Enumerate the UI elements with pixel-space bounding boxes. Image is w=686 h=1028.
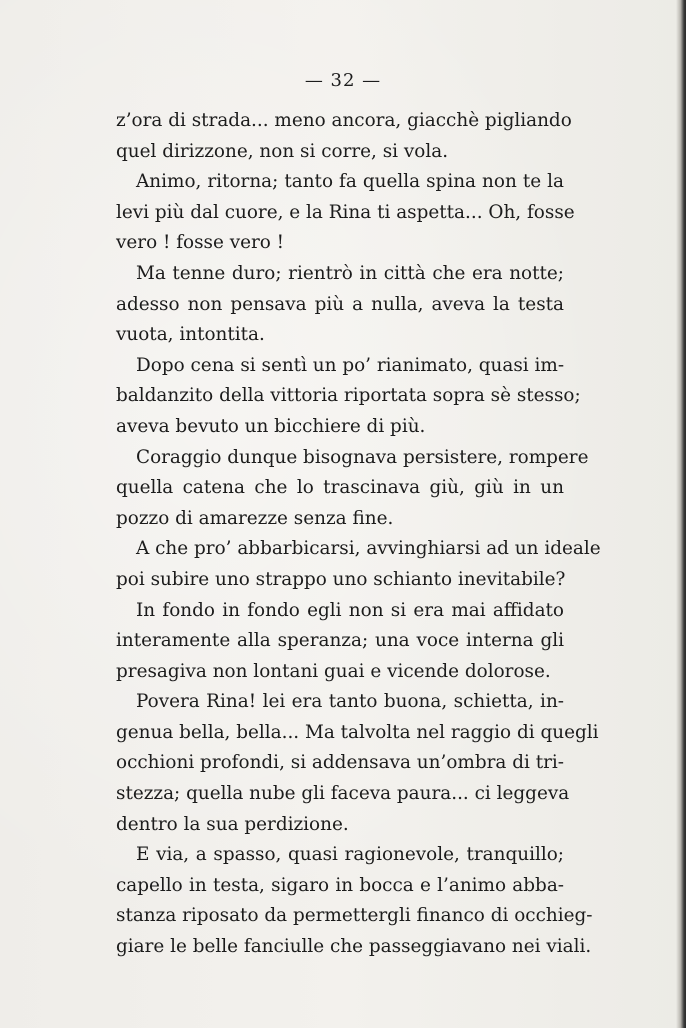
text-line: pozzo di amarezze senza fine.: [116, 507, 394, 529]
page-number: — 32 —: [304, 70, 382, 91]
text-line: Dopo cena si sentì un po’ rianimato, quasi im-: [136, 354, 565, 376]
text-line: levi più dal cuore, e la Rina ti aspetta... Oh, fosse: [116, 201, 575, 223]
text-line: quella catena che lo trascinava giù, giù in un: [116, 477, 564, 499]
text-line: adesso non pensava più a nulla, aveva la testa: [116, 293, 564, 315]
text-line: A che pro’ abbarbicarsi, avvinghiarsi ad un ideale: [136, 538, 601, 560]
text-line: interamente alla speranza; una voce interna gli: [116, 630, 564, 652]
text-line: poi subire uno strappo uno schianto inevitabile?: [116, 568, 566, 590]
text-line: z’ora di strada... meno ancora, giacchè pigliando: [116, 110, 572, 131]
page-edge-shadow: [676, 0, 686, 1028]
text-line: presagiva non lontani guai e vicende dolorose.: [116, 660, 551, 682]
text-line: Animo, ritorna; tanto fa quella spina non te la: [136, 171, 564, 193]
text-line: dentro la sua perdizione.: [116, 813, 349, 835]
text-line: vuota, intontita.: [116, 324, 265, 346]
text-line: E via, a spasso, quasi ragionevole, tranquillo;: [136, 844, 564, 866]
text-line: stezza; quella nube gli faceva paura... ci leggeva: [116, 783, 570, 805]
text-line: stanza riposato da permettergli financo di occhieg-: [116, 905, 593, 927]
text-line: In fondo in fondo egli non si era mai affidato: [136, 599, 564, 621]
text-line: vero ! fosse vero !: [116, 232, 285, 254]
text-line: Coraggio dunque bisognava persistere, rompere: [136, 446, 589, 468]
text-line: quel dirizzone, non si corre, si vola.: [116, 140, 449, 162]
text-line: Povera Rina! lei era tanto buona, schietta, in-: [136, 691, 564, 713]
text-line: aveva bevuto un bicchiere di più.: [116, 415, 426, 437]
text-line: capello in testa, sigaro in bocca e l’animo abba-: [116, 874, 564, 896]
text-line: giare le belle fanciulle che passeggiavano nei viali.: [116, 936, 592, 958]
text-line: genua bella, bella... Ma talvolta nel raggio di quegli: [116, 721, 599, 743]
text-line: Ma tenne duro; rientrò in città che era notte;: [136, 262, 564, 284]
body-text: [116, 106, 601, 963]
text-line: occhioni profondi, si addensava un’ombra di tri-: [116, 752, 564, 774]
text-line: baldanzito della vittoria riportata sopra sè stesso;: [116, 385, 581, 407]
